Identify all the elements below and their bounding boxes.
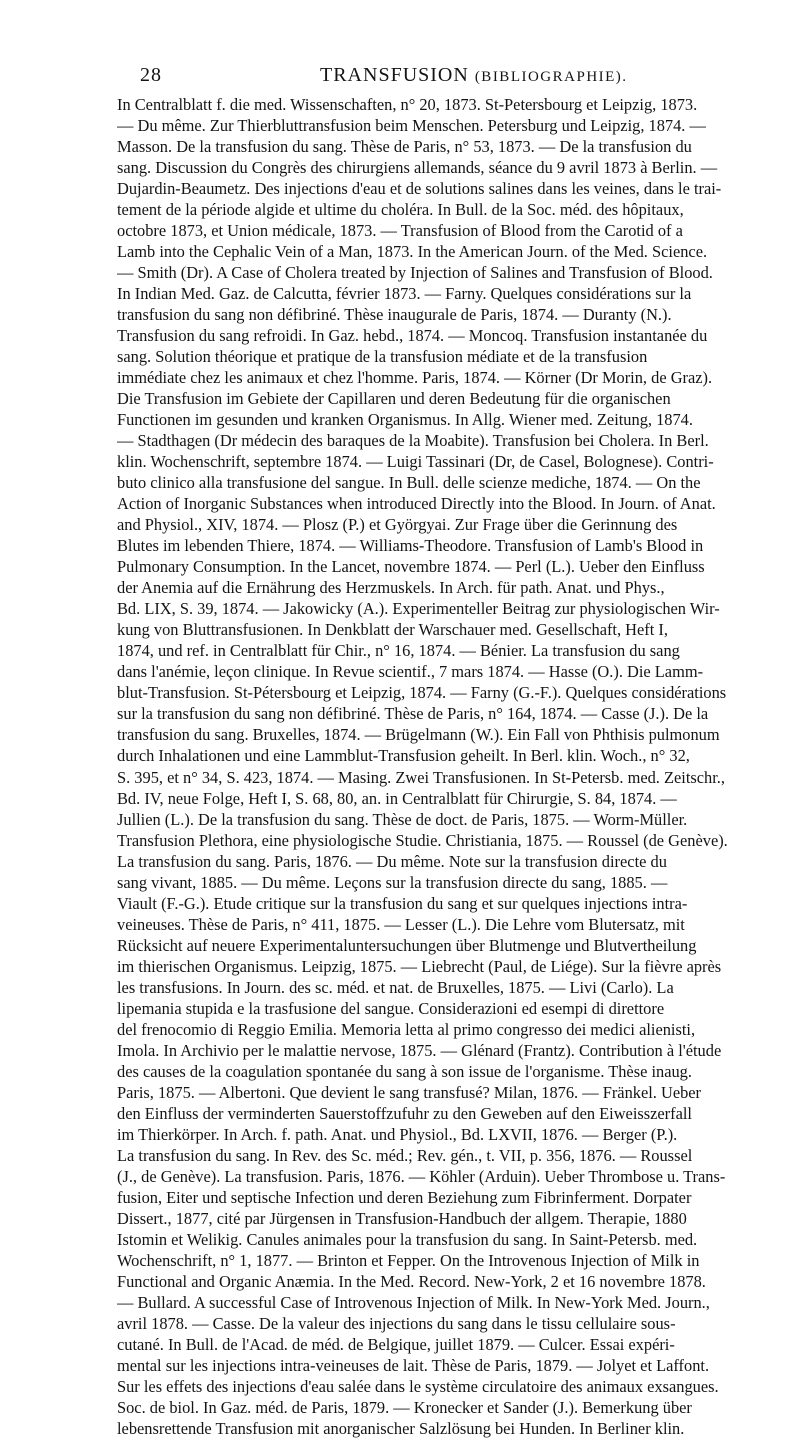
text-line: den Einfluss der verminderten Sauerstoffzufuhr zu den Geweben auf den Eiweisszerfall — [117, 1103, 692, 1123]
text-line: tement de la période algide et ultime du choléra. In Bull. de la Soc. méd. des hôpitaux, — [117, 200, 684, 220]
text-line: avril 1878. — Casse. De la valeur des injections du sang dans le tissu cellulaire sous- — [117, 1313, 676, 1333]
text-line: 1874, und ref. in Centralblatt für Chir., n° 16, 1874. — Bénier. La transfusion du sang — [117, 641, 680, 661]
text-line: immédiate chez les animaux et chez l'homme. Paris, 1874. — Körner (Dr Morin, de Graz). — [117, 368, 713, 388]
text-line: Lamb into the Cephalic Vein of a Man, 1873. In the American Journ. of the Med. Science. — [117, 242, 708, 262]
text-line: transfusion du sang non défibriné. Thèse inaugurale de Paris, 1874. — Duranty (N.). — [117, 305, 672, 325]
text-line: mental sur les injections intra-veineuses de lait. Thèse de Paris, 1879. — Jolyet et Laffont. — [117, 1355, 710, 1375]
text-line: — Stadthagen (Dr médecin des baraques de la Moabite). Transfusion bei Cholera. In Berl. — [117, 431, 709, 451]
text-line: del frenocomio di Reggio Emilia. Memoria letta al primo congresso dei medici alienisti, — [117, 1019, 696, 1039]
text-line: blut-Transfusion. St-Pétersbourg et Leipzig, 1874. — Farny (G.-F.). Quelques considérations — [117, 683, 727, 703]
text-line: Bd. LIX, S. 39, 1874. — Jakowicky (A.). Experimenteller Beitrag zur physiologischen Wir- — [117, 599, 720, 619]
text-line: Sur les effets des injections d'eau salée dans le système circulatoire des animaux exsangues. — [117, 1376, 719, 1396]
text-line: In Indian Med. Gaz. de Calcutta, février 1873. — Farny. Quelques considérations sur la — [117, 284, 692, 304]
text-line: Pulmonary Consumption. In the Lancet, novembre 1874. — Perl (L.). Ueber den Einfluss — [117, 557, 705, 577]
text-line: — Du même. Zur Thierbluttransfusion beim Menschen. Petersburg und Leipzig, 1874. — — [117, 116, 706, 136]
text-line: octobre 1873, et Union médicale, 1873. — Transfusion of Blood from the Carotid of a — [117, 221, 683, 241]
page-header — [140, 64, 775, 92]
text-line: Istomin et Welikig. Canules animales pour la transfusion du sang. In Saint-Petersb. med. — [117, 1229, 698, 1249]
running-title — [320, 64, 628, 87]
bibliography-text — [117, 94, 780, 1439]
text-line: Blutes im lebenden Thiere, 1874. — Williams-Theodore. Transfusion of Lamb's Blood in — [117, 536, 704, 556]
text-line: — Smith (Dr). A Case of Cholera treated by Injection of Salines and Transfusion of Blood. — [117, 263, 713, 283]
text-line: fusion, Eiter und septische Infection und deren Beziehung zum Fibrinferment. Dorpater — [117, 1187, 692, 1207]
page-number: 28 — [140, 64, 162, 86]
text-line: klin. Wochenschrift, septembre 1874. — Luigi Tassinari (Dr, de Casel, Bolognese). Contri- — [117, 452, 714, 472]
text-line: S. 395, et n° 34, S. 423, 1874. — Masing. Zwei Transfusionen. In St-Petersb. med. Zeitschr., — [117, 767, 725, 787]
text-line: durch Inhalationen und eine Lammblut-Transfusion geheilt. In Berl. klin. Woch., n° 32, — [117, 746, 690, 766]
text-line: sang. Solution théorique et pratique de la transfusion médiate et de la transfusion — [117, 347, 648, 367]
text-line: der Anemia auf die Ernährung des Herzmuskels. In Arch. für path. Anat. und Phys., — [117, 578, 665, 598]
text-line: transfusion du sang. Bruxelles, 1874. — Brügelmann (W.). Ein Fall von Phthisis pulmonum — [117, 725, 720, 745]
text-line: dans l'anémie, leçon clinique. In Revue scientif., 7 mars 1874. — Hasse (O.). Die Lamm- — [117, 662, 704, 682]
text-line: Imola. In Archivio per le malattie nervose, 1875. — Glénard (Frantz). Contribution à l'étude — [117, 1040, 722, 1060]
text-line: In Centralblatt f. die med. Wissenschaften, n° 20, 1873. St-Petersbourg et Leipzig, 1873. — [117, 95, 698, 114]
text-line: Jullien (L.). De la transfusion du sang. Thèse de doct. de Paris, 1875. — Worm-Müller. — [117, 809, 688, 829]
text-line: Functional and Organic Anæmia. In the Med. Record. New-York, 2 et 16 novembre 1878. — [117, 1271, 706, 1291]
text-line: Viault (F.-G.). Etude critique sur la transfusion du sang et sur quelques injections intra- — [117, 893, 688, 913]
text-line: des causes de la coagulation spontanée du sang à son issue de l'organisme. Thèse inaug. — [117, 1061, 692, 1081]
text-line: (J., de Genève). La transfusion. Paris, 1876. — Köhler (Arduin). Ueber Thrombose u. Trans- — [117, 1166, 726, 1186]
text-line: Transfusion du sang refroidi. In Gaz. hebd., 1874. — Moncoq. Transfusion instantanée du — [117, 326, 708, 346]
text-line: kung von Bluttransfusionen. In Denkblatt der Warschauer med. Gesellschaft, Heft I, — [117, 620, 668, 640]
text-line: Bd. IV, neue Folge, Heft I, S. 68, 80, an. in Centralblatt für Chirurgie, S. 84, 1874. — — [117, 788, 677, 808]
text-line: and Physiol., XIV, 1874. — Plosz (P.) et Györgyai. Zur Frage über die Gerinnung des — [117, 515, 678, 535]
text-line: Dissert., 1877, cité par Jürgensen in Transfusion-Handbuch der allgem. Therapie, 1880 — [117, 1208, 687, 1228]
text-line: Paris, 1875. — Albertoni. Que devient le sang transfusé? Milan, 1876. — Fränkel. Ueber — [117, 1082, 702, 1102]
text-line: La transfusion du sang. Paris, 1876. — Du même. Note sur la transfusion directe du — [117, 851, 667, 871]
text-line: cutané. In Bull. de l'Acad. de méd. de Belgique, juillet 1879. — Culcer. Essai expéri- — [117, 1334, 675, 1354]
text-line: buto clinico alla transfusione del sangue. In Bull. delle scienze mediche, 1874. — On the — [117, 473, 701, 493]
text-line: veineuses. Thèse de Paris, n° 411, 1875. — Lesser (L.). Die Lehre vom Blutersatz, mit — [117, 914, 685, 934]
running-title-main: TRANSFUSION — [320, 64, 469, 86]
running-title-subtitle: (BIBLIOGRAPHIE). — [474, 69, 628, 85]
text-line: Rücksicht auf neuere Experimentaluntersuchungen über Blutmenge und Blutvertheilung — [117, 935, 697, 955]
text-line: La transfusion du sang. In Rev. des Sc. méd.; Rev. gén., t. VII, p. 356, 1876. — Roussel — [117, 1145, 693, 1165]
text-line: im Thierkörper. In Arch. f. path. Anat. und Physiol., Bd. LXVII, 1876. — Berger (P.). — [117, 1124, 678, 1144]
text-line: Functionen im gesunden und kranken Organismus. In Allg. Wiener med. Zeitung, 1874. — [117, 410, 693, 430]
text-line: sang vivant, 1885. — Du même. Leçons sur la transfusion directe du sang, 1885. — — [117, 872, 668, 892]
text-line: les transfusions. In Journ. des sc. méd. et nat. de Bruxelles, 1875. — Livi (Carlo). La — [117, 977, 674, 997]
text-line: Dujardin-Beaumetz. Des injections d'eau et de solutions salines dans les veines, dans le trai- — [117, 179, 722, 199]
text-line: Masson. De la transfusion du sang. Thèse de Paris, n° 53, 1873. — De la transfusion du — [117, 137, 692, 157]
text-line: Transfusion Plethora, eine physiologische Studie. Christiania, 1875. — Roussel (de Genève). — [117, 830, 728, 850]
text-line: Action of Inorganic Substances when introduced Directly into the Blood. In Journ. of Anat. — [117, 494, 716, 514]
text-line: Wochenschrift, n° 1, 1877. — Brinton et Fepper. On the Introvenous Injection of Milk in — [117, 1250, 700, 1270]
text-line: im thierischen Organismus. Leipzig, 1875. — Liebrecht (Paul, de Liége). Sur la fièvre après — [117, 956, 722, 976]
text-line: lebensrettende Transfusion mit anorganischer Salzlösung bei Hunden. In Berliner klin. — [117, 1418, 685, 1438]
text-line: sur la transfusion du sang non défibriné. Thèse de Paris, n° 164, 1874. — Casse (J.). De la — [117, 704, 709, 724]
text-line: lipemania stupida e la trasfusione del sangue. Considerazioni ed esempi di direttore — [117, 998, 665, 1018]
text-line: Die Transfusion im Gebiete der Capillaren und deren Bedeutung für die organischen — [117, 389, 671, 409]
text-line: sang. Discussion du Congrès des chirurgiens allemands, séance du 9 avril 1873 à Berlin. — — [117, 158, 718, 178]
text-line: Soc. de biol. In Gaz. méd. de Paris, 1879. — Kronecker et Sander (J.). Bemerkung über — [117, 1397, 692, 1417]
text-line: — Bullard. A successful Case of Introvenous Injection of Milk. In New-York Med. Journ., — [117, 1292, 710, 1312]
